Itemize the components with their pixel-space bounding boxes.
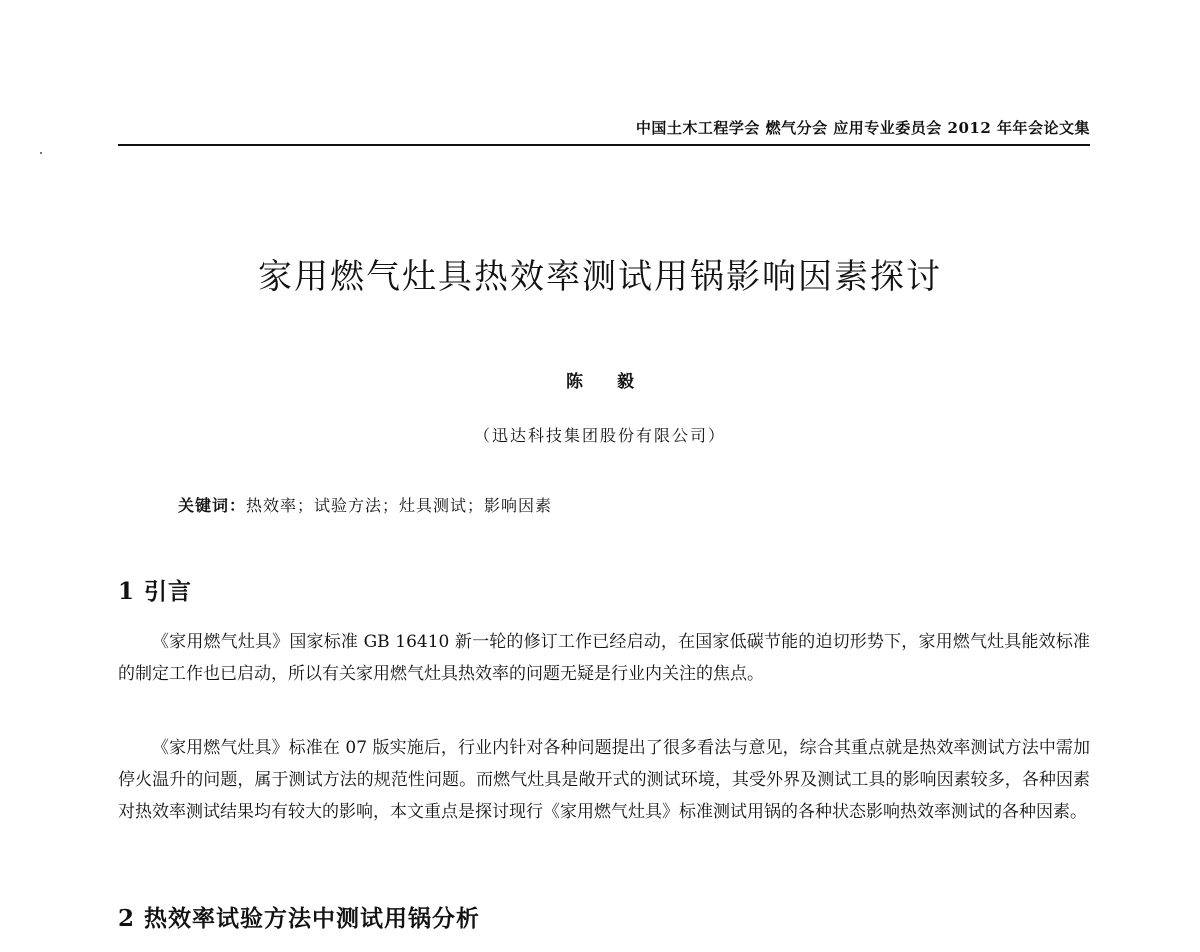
keywords-text: 热效率；试验方法；灶具测试；影响因素	[246, 496, 553, 515]
running-header: 中国土木工程学会 燃气分会 应用专业委员会 2012 年年会论文集	[635, 119, 1090, 137]
paper-title: 家用燃气灶具热效率测试用锅影响因素探讨	[258, 257, 942, 297]
author-name: 陈 毅	[566, 372, 648, 392]
section-heading-introduction: 1 引言	[118, 578, 193, 605]
header-rule	[118, 144, 1090, 146]
author-affiliation: （迅达科技集团股份有限公司）	[473, 426, 726, 445]
keywords	[178, 494, 552, 518]
paragraph: 《家用燃气灶具》标准在 07 版实施后，行业内针对各种问题提出了很多看法与意见，综合其重点就是热效率测试方法中需加停火温升的问题，属于测试方法的规范性问题。而燃气灶具是敞开式的测试环境，其受外界及测试工具的影响因素较多，各种因素对热效率测试结果均有较大的影响，本文重点是探讨现行《家用燃气灶具》标准测试用锅的各种状态影响热效率测试的各种因素。	[118, 738, 1090, 822]
scan-dot	[40, 152, 42, 154]
paragraph: 《家用燃气灶具》国家标准 GB 16410 新一轮的修订工作已经启动，在国家低碳节能的迫切形势下，家用燃气灶具能效标准的制定工作也已启动，所以有关家用燃气灶具热效率的问题无疑是行业内关注的焦点。	[118, 632, 1090, 684]
section-heading-test-pot-analysis: 2 热效率试验方法中测试用锅分析	[118, 905, 481, 932]
keywords-label: 关键词：	[178, 496, 247, 515]
